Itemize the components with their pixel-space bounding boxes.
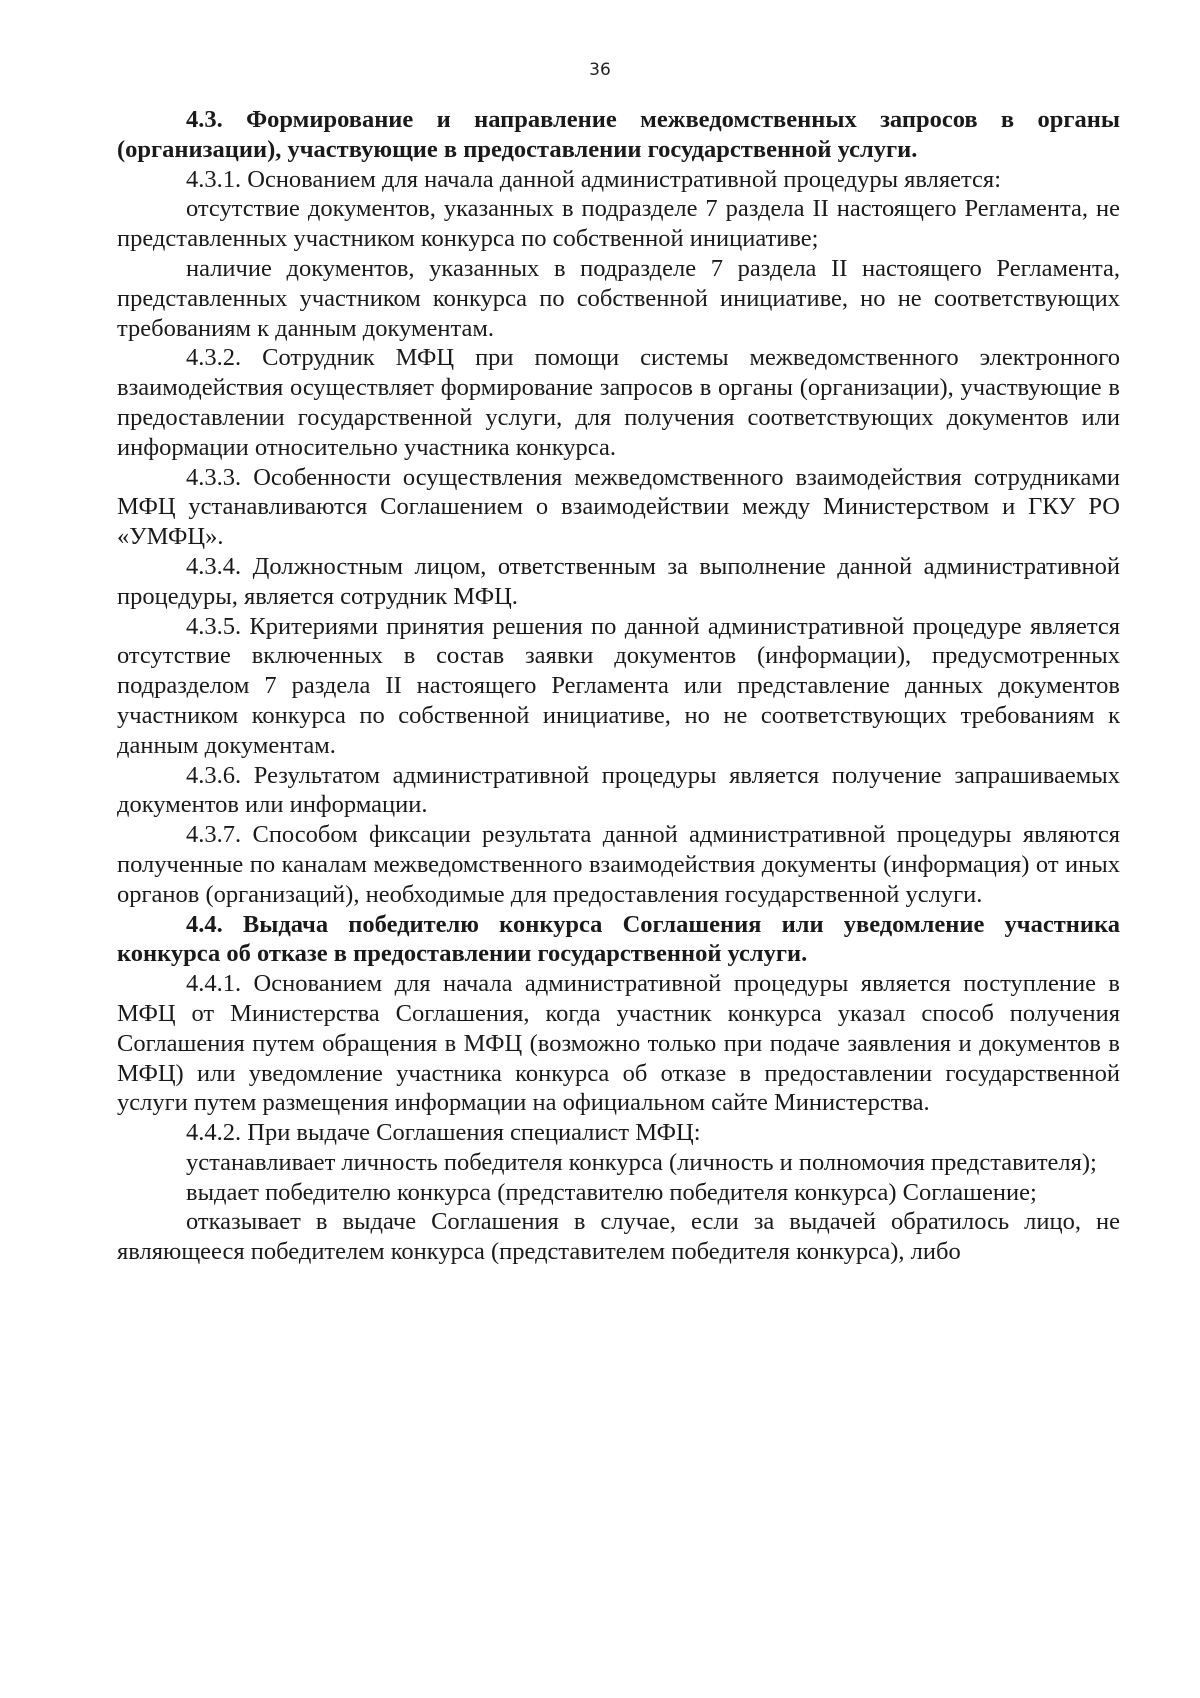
paragraph-4-4-1: 4.4.1. Основанием для начала административной процедуры является поступление в МФЦ от Министерства Соглашения, когда участник конкурса указал способ получения Соглашения путем обращения в МФЦ (возможно только при подаче заявления и документов в МФЦ) или уведомление участника конкурса об отказе в предоставлении государственной услуги путем размещения информации на официальном сайте Министерства.: [117, 970, 1120, 1117]
page-number: 36: [589, 60, 611, 80]
paragraph-4-3-6: 4.3.6. Результатом административной процедуры является получение запрашиваемых документов или информации.: [117, 761, 1120, 819]
paragraph-4-3-4: 4.3.4. Должностным лицом, ответственным за выполнение данной административной процедуры, является сотрудник МФЦ.: [117, 552, 1120, 610]
paragraph-4-3-3: 4.3.3. Особенности осуществления межведомственного взаимодействия сотрудниками МФЦ устанавливаются Соглашением о взаимодействии между Министерством и ГКУ РО «УМФЦ».: [117, 463, 1120, 551]
paragraph-item: выдает победителю конкурса (представителю победителя конкурса) Соглашение;: [186, 1178, 1037, 1206]
section-heading-4-4: 4.4. Выдача победителю конкурса Соглашения или уведомление участника конкурса об отказе в предоставлении государственной услуги.: [117, 910, 1120, 968]
paragraph-item: устанавливает личность победителя конкурса (личность и полномочия представителя);: [186, 1148, 1097, 1176]
paragraph-4-3-1: 4.3.1. Основанием для начала данной административной процедуры является:: [186, 165, 1001, 193]
paragraph-item: наличие документов, указанных в подразделе 7 раздела II настоящего Регламента, представленных участником конкурса по собственной инициативе, но не соответствующих требованиям к данным документам.: [117, 254, 1120, 342]
paragraph-4-3-2: 4.3.2. Сотрудник МФЦ при помощи системы межведомственного электронного взаимодействия осуществляет формирование запросов в органы (организации), участвующие в предоставлении государственной услуги, для получения соответствующих документов или информации относительно участника конкурса.: [117, 344, 1120, 461]
paragraph-4-3-5: 4.3.5. Критериями принятия решения по данной административной процедуре является отсутствие включенных в состав заявки документов (информации), предусмотренных подразделом 7 раздела II настоящего Регламента или представление данных документов участником конкурса по собственной инициативе, но не соответствующих требованиям к данным документам.: [117, 612, 1120, 759]
paragraph-item: отсутствие документов, указанных в подразделе 7 раздела II настоящего Регламента, не представленных участником конкурса по собственной инициативе;: [117, 195, 1120, 253]
paragraph-4-3-7: 4.3.7. Способом фиксации результата данной административной процедуры являются полученные по каналам межведомственного взаимодействия документы (информация) от иных органов (организаций), необходимые для предоставления государственной услуги.: [117, 821, 1120, 908]
document-body: [117, 105, 1120, 1267]
paragraph-item: отказывает в выдаче Соглашения в случае, если за выдачей обратилось лицо, не являющееся победителем конкурса (представителем победителя конкурса), либо: [117, 1208, 1120, 1266]
section-heading-4-3: 4.3. Формирование и направление межведомственных запросов в органы (организации), участвующие в предоставлении государственной услуги.: [117, 106, 1120, 163]
paragraph-4-4-2: 4.4.2. При выдаче Соглашения специалист МФЦ:: [186, 1119, 701, 1147]
